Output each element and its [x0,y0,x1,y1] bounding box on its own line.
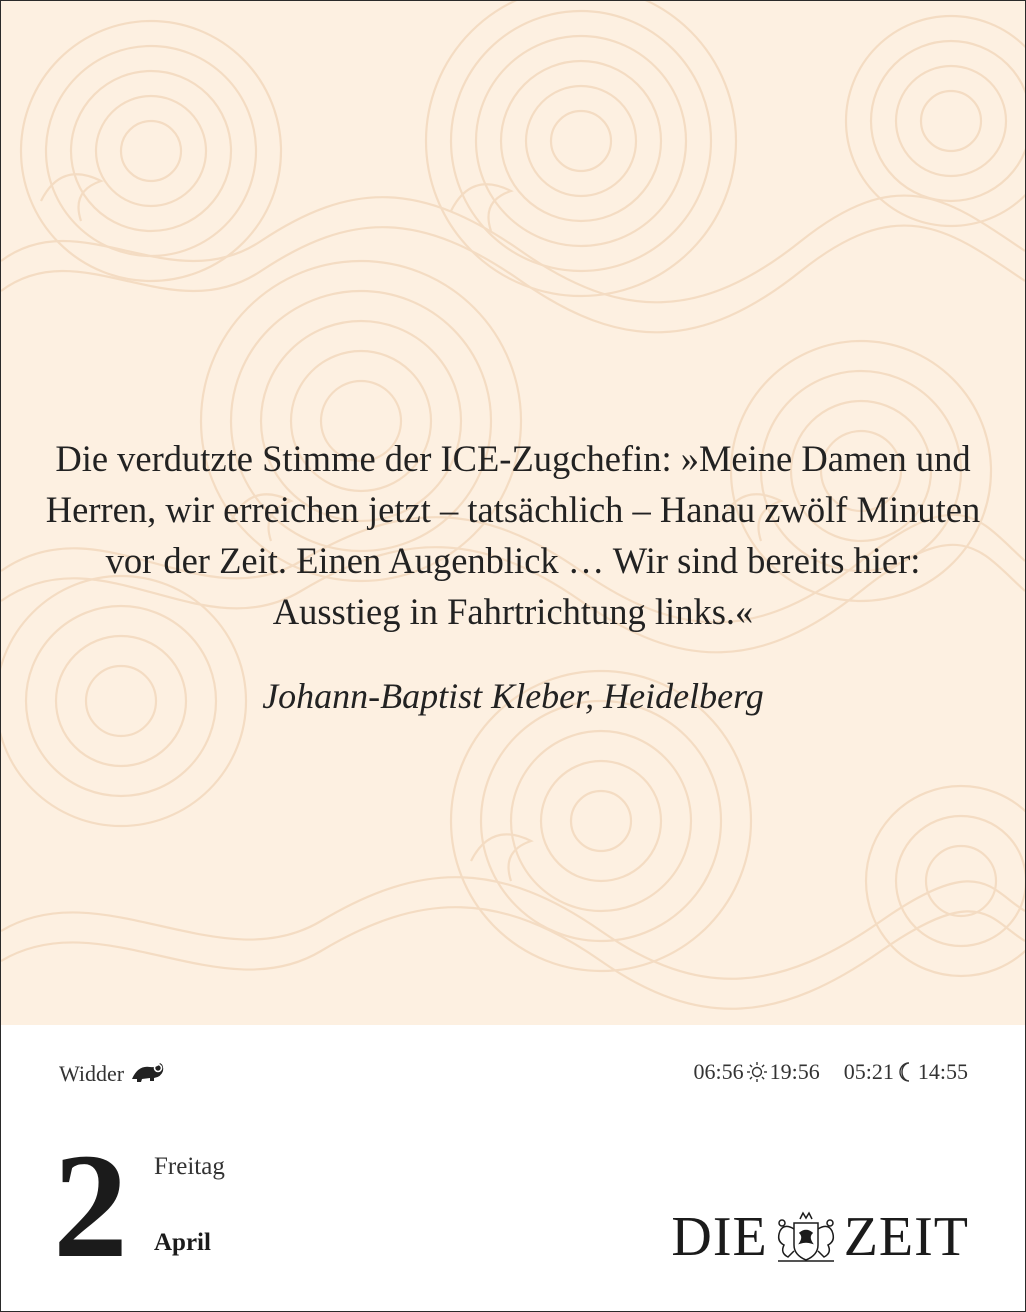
month: April [154,1229,211,1256]
ram-icon [130,1059,166,1089]
zodiac-label: Widder [59,1061,125,1086]
logo-word-left: DIE [671,1206,768,1268]
die-zeit-logo [671,1206,969,1268]
quote-attribution: Johann-Baptist Kleber, Heidelberg [262,676,764,716]
sunset-time: 19:56 [769,1059,820,1084]
sun-moon-times [694,1059,969,1085]
crest-icon [772,1211,840,1263]
logo-word-right: ZEIT [843,1206,969,1268]
crescent-moon-icon [896,1061,916,1083]
moonrise-time: 05:21 [843,1059,894,1084]
sun-icon [746,1061,768,1083]
calendar-footer [1,1025,1025,1311]
quote-panel [1,1,1025,1025]
sunrise-time: 06:56 [693,1059,744,1084]
moonset-time: 14:55 [917,1059,968,1084]
zodiac-sign [59,1059,166,1089]
quote-text: Die verdutzte Stimme der ICE-Zugchefin: »Meine Damen und Herren, wir erreichen jetzt – tatsächlich – Hanau zwölf Minuten vor der Zeit. Einen Augenblick … Wir sind bereits hier: Ausstieg in Fahrtrichtung links.« [45,438,981,632]
day-number: 2 [53,1123,128,1289]
weekday: Freitag [154,1153,225,1180]
